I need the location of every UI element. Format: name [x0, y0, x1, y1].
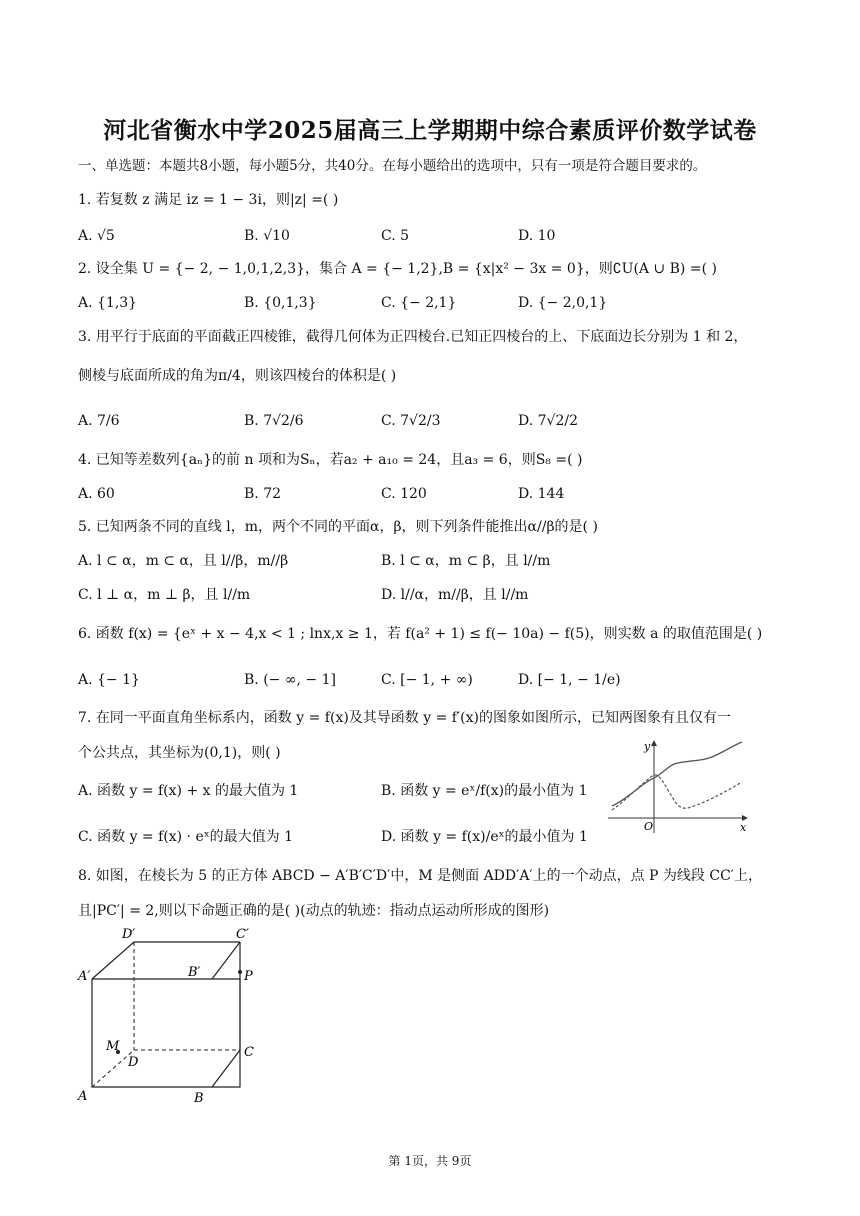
edge-a1-d1 [92, 942, 134, 979]
origin-label: O [644, 820, 654, 833]
question-5-stem: 5. 已知两条不同的直线 l，m，两个不同的平面α，β，则下列条件能推出α//β的是( ) [78, 519, 598, 535]
question-3-stem-line1: 3. 用平行于底面的平面截正四棱锥，截得几何体为正四棱台.已知正四棱台的上、下底面边长分别为 1 和 2， [78, 329, 748, 345]
q1-option-d: D. 10 [518, 228, 556, 244]
q2-option-b: B. {0,1,3} [244, 295, 317, 311]
question-1-stem: 1. 若复数 z 满足 iz = 1 − 3i，则|z| =( ) [78, 192, 339, 208]
question-7-stem-line2: 个公共点，其坐标为(0,1)，则( ) [78, 745, 281, 761]
q6-option-d: D. [− 1, − 1/e) [518, 672, 621, 688]
y-axis-label: y [644, 740, 651, 753]
q2-option-a: A. {1,3} [78, 295, 138, 311]
label-m: M [106, 1039, 120, 1054]
q4-option-d: D. 144 [518, 486, 565, 502]
label-a1: A′ [78, 969, 91, 984]
q6-option-b: B. (− ∞, − 1] [244, 672, 336, 688]
q1-option-b: B. √10 [244, 228, 290, 244]
q3-option-d: D. 7√2/2 [518, 413, 578, 429]
question-7-stem-line1: 7. 在同一平面直角坐标系内，函数 y = f(x)及其导函数 y = f′(x)的图象如图所示，已知两图象有且仅有一 [78, 710, 731, 726]
q8-cube-figure [74, 924, 274, 1104]
q3-option-b: B. 7√2/6 [244, 413, 304, 429]
q7-option-c: C. 函数 y = f(x) · eˣ的最大值为 1 [78, 829, 294, 845]
section-heading: 一、单选题：本题共8小题，每小题5分，共40分。在每小题给出的选项中，只有一项是符合题目要求的。 [78, 158, 707, 174]
f-curve [612, 742, 742, 806]
question-8-stem-line1: 8. 如图，在棱长为 5 的正方体 ABCD − A′B′C′D′中，M 是侧面 ADD′A′上的一个动点，点 P 为线段 CC′上， [78, 868, 762, 884]
y-axis-arrow [651, 740, 657, 746]
question-8-stem-line2: 且|PC′| = 2,则以下命题正确的是( )(动点的轨迹：指动点运动所形成的图形) [78, 903, 550, 919]
q3-option-a: A. 7/6 [78, 413, 120, 429]
edge-b-c [212, 1050, 240, 1087]
f-prime-curve [612, 775, 742, 810]
page-footer: 第 1页，共 9页 [388, 1154, 472, 1168]
question-6-stem: 6. 函数 f(x) = {eˣ + x − 4,x < 1 ; lnx,x ≥ 1，若 f(a² + 1) ≤ f(− 10a) − f(5)，则实数 a 的取值范围是( ) [78, 626, 763, 642]
q6-option-c: C. [− 1, + ∞) [381, 672, 473, 688]
q2-option-d: D. {− 2,0,1} [518, 295, 608, 311]
q1-option-a: A. √5 [78, 228, 115, 244]
point-p [238, 970, 242, 974]
q4-option-c: C. 120 [381, 486, 427, 502]
label-d1: D′ [122, 927, 136, 942]
label-d: D [128, 1055, 139, 1070]
label-b: B [194, 1091, 204, 1106]
question-3-stem-line2: 侧棱与底面所成的角为π/4，则该四棱台的体积是( ) [78, 368, 397, 384]
q7-option-d: D. 函数 y = f(x)/eˣ的最小值为 1 [381, 829, 588, 845]
q5-option-b: B. l ⊂ α，m ⊂ β，且 l//m [381, 553, 551, 569]
q6-option-a: A. {− 1} [78, 672, 140, 688]
q5-option-c: C. l ⊥ α，m ⊥ β，且 l//m [78, 587, 251, 603]
label-c: C [244, 1045, 254, 1060]
edge-b1-c1 [212, 942, 240, 979]
q5-option-d: D. l//α，m//β，且 l//m [381, 587, 529, 603]
question-4-stem: 4. 已知等差数列{aₙ}的前 n 项和为Sₙ，若a₂ + a₁₀ = 24，且a₃ = 6，则S₈ =( ) [78, 452, 583, 468]
q3-option-c: C. 7√2/3 [381, 413, 441, 429]
label-a: A [78, 1089, 88, 1104]
q7-option-b: B. 函数 y = eˣ/f(x)的最小值为 1 [381, 783, 588, 799]
q7-option-a: A. 函数 y = f(x) + x 的最大值为 1 [78, 783, 299, 799]
x-axis-label: x [740, 821, 747, 834]
question-2-stem: 2. 设全集 U = {− 2, − 1,0,1,2,3}，集合 A = {− 1,2},B = {x|x² − 3x = 0}，则∁U(A ∪ B) =( ) [78, 261, 717, 277]
page-title: 河北省衡水中学2025届高三上学期期中综合素质评价数学试卷 [103, 117, 757, 144]
q4-option-a: A. 60 [78, 486, 115, 502]
q4-option-b: B. 72 [244, 486, 282, 502]
cube-front-face [92, 979, 240, 1087]
label-c1: C′ [236, 927, 249, 942]
label-p: P [244, 969, 253, 984]
q2-option-c: C. {− 2,1} [381, 295, 457, 311]
label-b1: B′ [188, 965, 201, 980]
q1-option-c: C. 5 [381, 228, 410, 244]
q5-option-a: A. l ⊂ α，m ⊂ α，且 l//β，m//β [78, 553, 289, 569]
q7-function-graph-figure [604, 738, 754, 838]
